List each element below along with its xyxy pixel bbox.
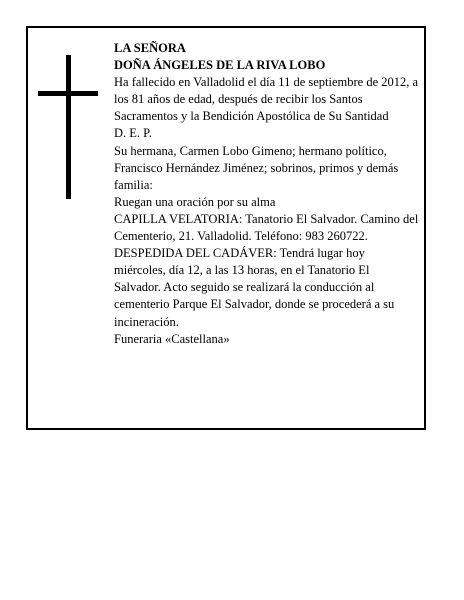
cross-vertical-bar: [66, 55, 71, 199]
wake-chapel-info: CAPILLA VELATORIA: Tanatorio El Salvador. Camino del Cementerio, 21. Valladolid. Teléfono: 983 260722.: [114, 211, 419, 244]
obituary-notice: [26, 26, 426, 430]
obituary-text: [114, 40, 419, 348]
cross-icon: [38, 55, 98, 199]
funeral-home: Funeraria «Castellana»: [114, 331, 230, 346]
farewell-info: DESPEDIDA DEL CADÁVER: Tendrá lugar hoy miércoles, día 12, a las 13 horas, en el Tanatorio El Salvador. Acto seguido se realizará la conducción al cementerio Parque El Salvador, donde se procederá a su incineración.: [114, 246, 395, 329]
rip-line: D. E. P.: [114, 126, 152, 141]
cross-horizontal-bar: [38, 91, 98, 96]
death-announcement: Ha fallecido en Valladolid el día 11 de septiembre de 2012, a los 81 años de edad, después de recibir los Santos Sacramentos y la Bendición Apostólica de Su Santidad: [114, 75, 419, 124]
notice-title: LA SEÑORA: [114, 41, 186, 55]
deceased-name: DOÑA ÁNGELES DE LA RIVA LOBO: [114, 58, 326, 73]
family-list: Su hermana, Carmen Lobo Gimeno; hermano político, Francisco Hernández Jiménez; sobrinos, primos y demás familia:: [114, 143, 399, 192]
prayer-request: Ruegan una oración por su alma: [114, 194, 276, 209]
